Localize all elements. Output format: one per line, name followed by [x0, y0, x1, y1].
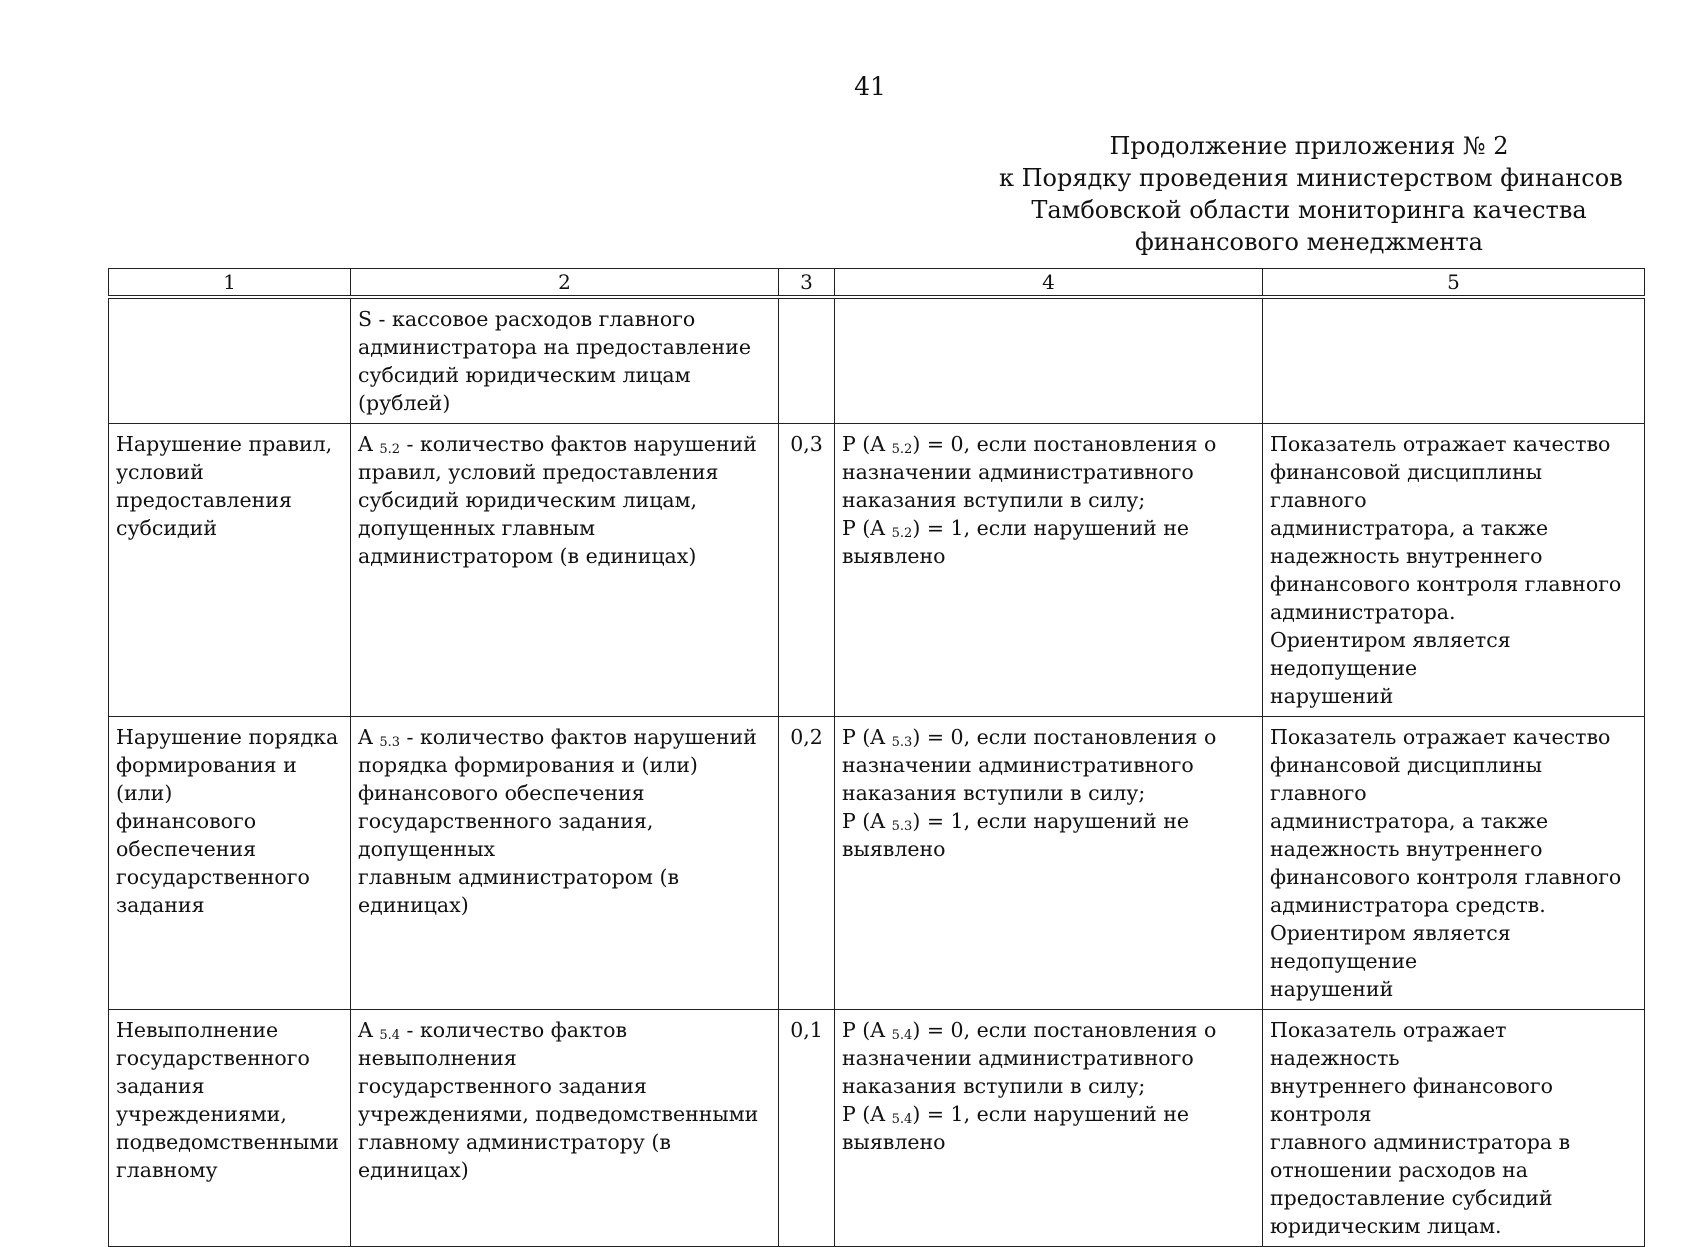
cell-line: задания	[116, 893, 205, 917]
cell-line: назначении административного	[842, 1046, 1194, 1070]
table-cell-indicator	[109, 299, 351, 424]
cell-line: администратора.	[1270, 600, 1456, 624]
table-cell-comment	[1263, 299, 1645, 424]
formula-subscript: 5.4	[891, 1028, 913, 1043]
cell-line: S - кассовое расходов главного	[358, 307, 696, 331]
cell-line: администратора, а также	[1270, 516, 1549, 540]
cell-line: внутреннего финансового контроля	[1270, 1074, 1553, 1126]
cell-line: отношении расходов на	[1270, 1158, 1529, 1182]
cell-line: главному	[116, 1158, 218, 1182]
cell-line: Ориентиром является недопущение	[1270, 628, 1511, 680]
cell-line: администратором (в единицах)	[358, 544, 697, 568]
cell-line: подведомственными	[116, 1130, 339, 1154]
table-cell-comment	[1263, 1010, 1645, 1247]
table-cell-weight	[779, 299, 835, 424]
formula-symbol: A	[358, 432, 373, 456]
formula-text: ) = 0, если постановления о	[912, 725, 1217, 749]
cell-line: администратора на предоставление	[358, 335, 751, 359]
cell-line: формирования и (или)	[116, 753, 297, 805]
cell-line: финансового контроля главного	[1270, 572, 1622, 596]
formula-symbol: A	[358, 725, 373, 749]
table-cell-indicator	[109, 1010, 351, 1247]
cell-line: наказания вступили в силу;	[842, 1074, 1146, 1098]
formula-subscript: 5.2	[891, 526, 913, 541]
cell-line: юридическим лицам.	[1270, 1214, 1502, 1238]
cell-line: Показатель отражает качество	[1270, 725, 1611, 749]
cell-line: администратора, а также	[1270, 809, 1549, 833]
cell-line: учреждениями, подведомственными	[358, 1102, 759, 1126]
cell-line: субсидий юридическим лицам,	[358, 488, 698, 512]
table-cell-comment	[1263, 424, 1645, 717]
header-line: финансового менеджмента	[1135, 228, 1483, 256]
column-number-row	[109, 269, 1645, 296]
cell-line: субсидий юридическим лицам (рублей)	[358, 363, 691, 415]
cell-line: Показатель отражает качество	[1270, 432, 1611, 456]
table-cell-formula	[351, 424, 779, 717]
cell-line: Нарушение порядка	[116, 725, 339, 749]
formula-text: ) = 0, если постановления о	[912, 432, 1217, 456]
cell-line: главному администратору (в единицах)	[358, 1130, 671, 1182]
header-line: к Порядку проведения министерством финансов	[999, 164, 1623, 192]
table-cell-indicator	[109, 717, 351, 1010]
cell-line: надежность внутреннего	[1270, 544, 1543, 568]
cell-line: Показатель отражает надежность	[1270, 1018, 1507, 1070]
cell-line	[842, 807, 1255, 835]
formula-text: - количество фактов нарушений	[400, 725, 757, 749]
page-number: 41	[854, 72, 886, 101]
cell-line: надежность внутреннего	[1270, 837, 1543, 861]
column-number: 3	[779, 269, 835, 296]
cell-line: выявлено	[842, 1130, 946, 1154]
monitoring-table	[108, 268, 1644, 1247]
table-row	[109, 717, 1645, 1010]
formula-text: ) = 0, если постановления о	[912, 1018, 1217, 1042]
table-cell-formula	[351, 1010, 779, 1247]
formula-text: P (A	[842, 1018, 892, 1042]
cell-line: выявлено	[842, 544, 946, 568]
cell-line: Ориентиром является недопущение	[1270, 921, 1511, 973]
formula-subscript: 5.4	[891, 1112, 913, 1127]
cell-line	[842, 1016, 1255, 1044]
cell-line: государственного задания	[358, 1074, 647, 1098]
table-cell-formula	[351, 299, 779, 424]
cell-line: финансовой дисциплины главного	[1270, 460, 1543, 512]
cell-line	[358, 430, 771, 458]
formula-subscript: 5.3	[891, 735, 913, 750]
column-number: 5	[1263, 269, 1645, 296]
cell-line: государственного	[116, 1046, 310, 1070]
cell-line: главного администратора в	[1270, 1130, 1571, 1154]
cell-line	[358, 1016, 771, 1072]
table-cell-formula	[351, 717, 779, 1010]
table-cell-scoring	[835, 299, 1263, 424]
formula-text: - количество фактов нарушений	[400, 432, 757, 456]
cell-line	[842, 430, 1255, 458]
cell-line: Невыполнение	[116, 1018, 279, 1042]
cell-line: назначении административного	[842, 753, 1194, 777]
cell-line: условий	[116, 460, 204, 484]
cell-line: государственного задания, допущенных	[358, 809, 654, 861]
table-row	[109, 1010, 1645, 1247]
cell-line: предоставление субсидий	[1270, 1186, 1553, 1210]
table-cell-weight: 0,2	[779, 717, 835, 1010]
cell-line: нарушений	[1270, 684, 1394, 708]
cell-line: предоставления	[116, 488, 292, 512]
table-cell-weight: 0,1	[779, 1010, 835, 1247]
table-cell-scoring	[835, 717, 1263, 1010]
cell-line	[842, 514, 1255, 542]
cell-line: администратора средств.	[1270, 893, 1546, 917]
cell-line: главным администратором (в единицах)	[358, 865, 680, 917]
cell-line: наказания вступили в силу;	[842, 781, 1146, 805]
formula-text: P (A	[842, 432, 892, 456]
table-cell-comment	[1263, 717, 1645, 1010]
cell-line	[358, 723, 771, 751]
formula-text: ) = 1, если нарушений не	[912, 809, 1189, 833]
formula-text: P (A	[842, 1102, 892, 1126]
cell-line: финансового	[116, 809, 257, 833]
formula-subscript: 5.3	[379, 735, 401, 750]
formula-text: ) = 1, если нарушений не	[912, 1102, 1189, 1126]
cell-line: наказания вступили в силу;	[842, 488, 1146, 512]
cell-line: допущенных главным	[358, 516, 596, 540]
cell-line: правил, условий предоставления	[358, 460, 719, 484]
cell-line	[842, 723, 1255, 751]
formula-text: ) = 1, если нарушений не	[912, 516, 1189, 540]
column-number: 2	[351, 269, 779, 296]
header-line: Продолжение приложения № 2	[1109, 132, 1509, 160]
table-cell-scoring	[835, 424, 1263, 717]
formula-text: P (A	[842, 809, 892, 833]
table-row	[109, 299, 1645, 424]
cell-line: субсидий	[116, 516, 217, 540]
cell-line: нарушений	[1270, 977, 1394, 1001]
cell-line: выявлено	[842, 837, 946, 861]
cell-line: финансового обеспечения	[358, 781, 645, 805]
table-cell-weight: 0,3	[779, 424, 835, 717]
column-number: 1	[109, 269, 351, 296]
cell-line: Нарушение правил,	[116, 432, 333, 456]
cell-line: финансового контроля главного	[1270, 865, 1622, 889]
cell-line: назначении административного	[842, 460, 1194, 484]
cell-line: учреждениями,	[116, 1102, 287, 1126]
formula-subscript: 5.3	[891, 819, 913, 834]
cell-line: обеспечения	[116, 837, 257, 861]
table-cell-indicator	[109, 424, 351, 717]
header-line: Тамбовской области мониторинга качества	[1031, 196, 1587, 224]
cell-line: государственного	[116, 865, 310, 889]
formula-symbol: A	[358, 1018, 373, 1042]
formula-subscript: 5.2	[891, 442, 913, 457]
column-number: 4	[835, 269, 1263, 296]
cell-line: задания	[116, 1074, 205, 1098]
formula-text: - количество фактов невыполнения	[358, 1018, 628, 1070]
table-cell-scoring	[835, 1010, 1263, 1247]
formula-subscript: 5.4	[379, 1028, 401, 1043]
formula-text: P (A	[842, 516, 892, 540]
cell-line	[842, 1100, 1255, 1128]
cell-line: финансовой дисциплины главного	[1270, 753, 1543, 805]
cell-line: порядка формирования и (или)	[358, 753, 698, 777]
appendix-header	[999, 130, 1623, 258]
table-row	[109, 424, 1645, 717]
formula-subscript: 5.2	[379, 442, 401, 457]
formula-text: P (A	[842, 725, 892, 749]
